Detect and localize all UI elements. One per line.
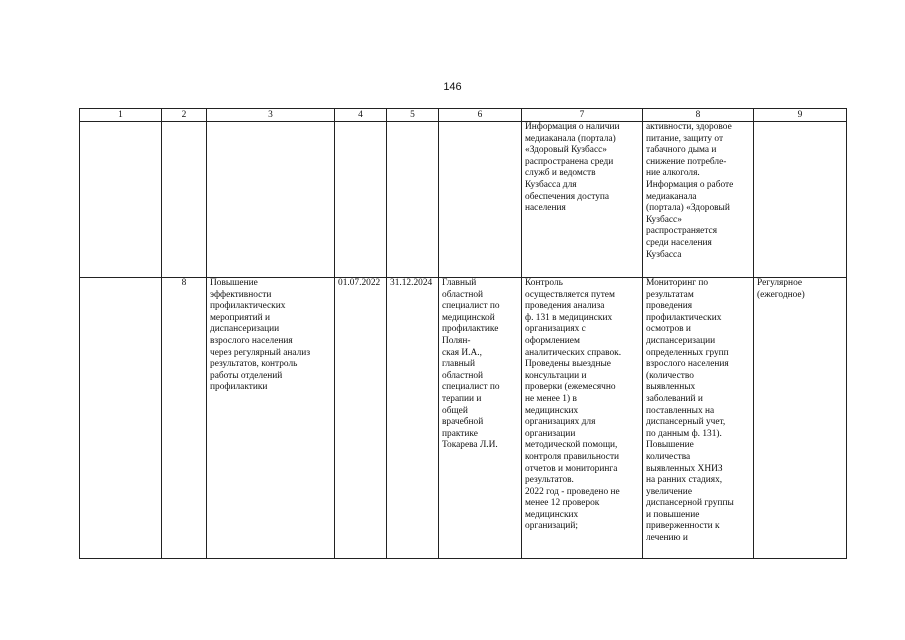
cell-col-7: Контроль осуществляется путем проведения анализа ф. 131 в медицинских организациях с оформлением аналитических справок. Проведены выездные консультации и проверки (ежемесячно не менее 1) в медицинских организациях для организации методической помощи, контроля правильности отчетов и мониторинга результатов. 2022 год - проведено не менее 12 проверок медицинских организаций; [522, 278, 643, 559]
cell-col-4 [335, 122, 387, 278]
table-row [80, 278, 847, 559]
cell-col-9: Регулярное (ежегодное) [754, 278, 847, 559]
table-row [80, 122, 847, 278]
cell-col-3 [207, 122, 335, 278]
page-number: 146 [443, 81, 462, 93]
cell-col-3: Повышение эффективности профилактических мероприятий и диспансеризации взрослого населения через регулярный анализ результатов, контроль работы отделений профилактики [207, 278, 335, 559]
cell-col-6: Главный областной специалист по медицинской профилактике Полян- ская И.А., главный областной специалист по терапии и общей врачебной практике Токарева Л.И. [439, 278, 522, 559]
cell-col-1 [80, 122, 162, 278]
plan-table [79, 108, 847, 559]
header-row [80, 109, 847, 122]
header-col-4: 4 [335, 109, 387, 122]
header-col-1: 1 [80, 109, 162, 122]
header-col-6: 6 [439, 109, 522, 122]
header-col-2: 2 [162, 109, 207, 122]
cell-col-2: 8 [162, 278, 207, 559]
cell-col-2 [162, 122, 207, 278]
header-col-5: 5 [387, 109, 439, 122]
cell-col-8: Мониторинг по результатам проведения профилактических осмотров и диспансеризации определенных групп взрослого населения (количество выявленных заболеваний и поставленных на диспансерный учет, по данным ф. 131). Повышение количества выявленных ХНИЗ на ранних стадиях, увеличение диспансерной группы и повышение приверженности к лечению и [643, 278, 754, 559]
header-col-3: 3 [207, 109, 335, 122]
cell-col-5 [387, 122, 439, 278]
cell-col-9 [754, 122, 847, 278]
cell-col-5: 31.12.2024 [387, 278, 439, 559]
cell-col-7: Информация о наличии медиаканала (портала) «Здоровый Кузбасс» распространена среди служб и ведомств Кузбасса для обеспечения доступа населения [522, 122, 643, 278]
cell-col-4: 01.07.2022 [335, 278, 387, 559]
header-col-7: 7 [522, 109, 643, 122]
cell-col-8: активности, здоровое питание, защиту от табачного дыма и снижение потребле- ние алкоголя. Информация о работе медиаканала (портала) «Здоровый Кузбасс» распространяется среди населения Кузбасса [643, 122, 754, 278]
header-col-8: 8 [643, 109, 754, 122]
cell-col-6 [439, 122, 522, 278]
header-col-9: 9 [754, 109, 847, 122]
cell-col-1 [80, 278, 162, 559]
